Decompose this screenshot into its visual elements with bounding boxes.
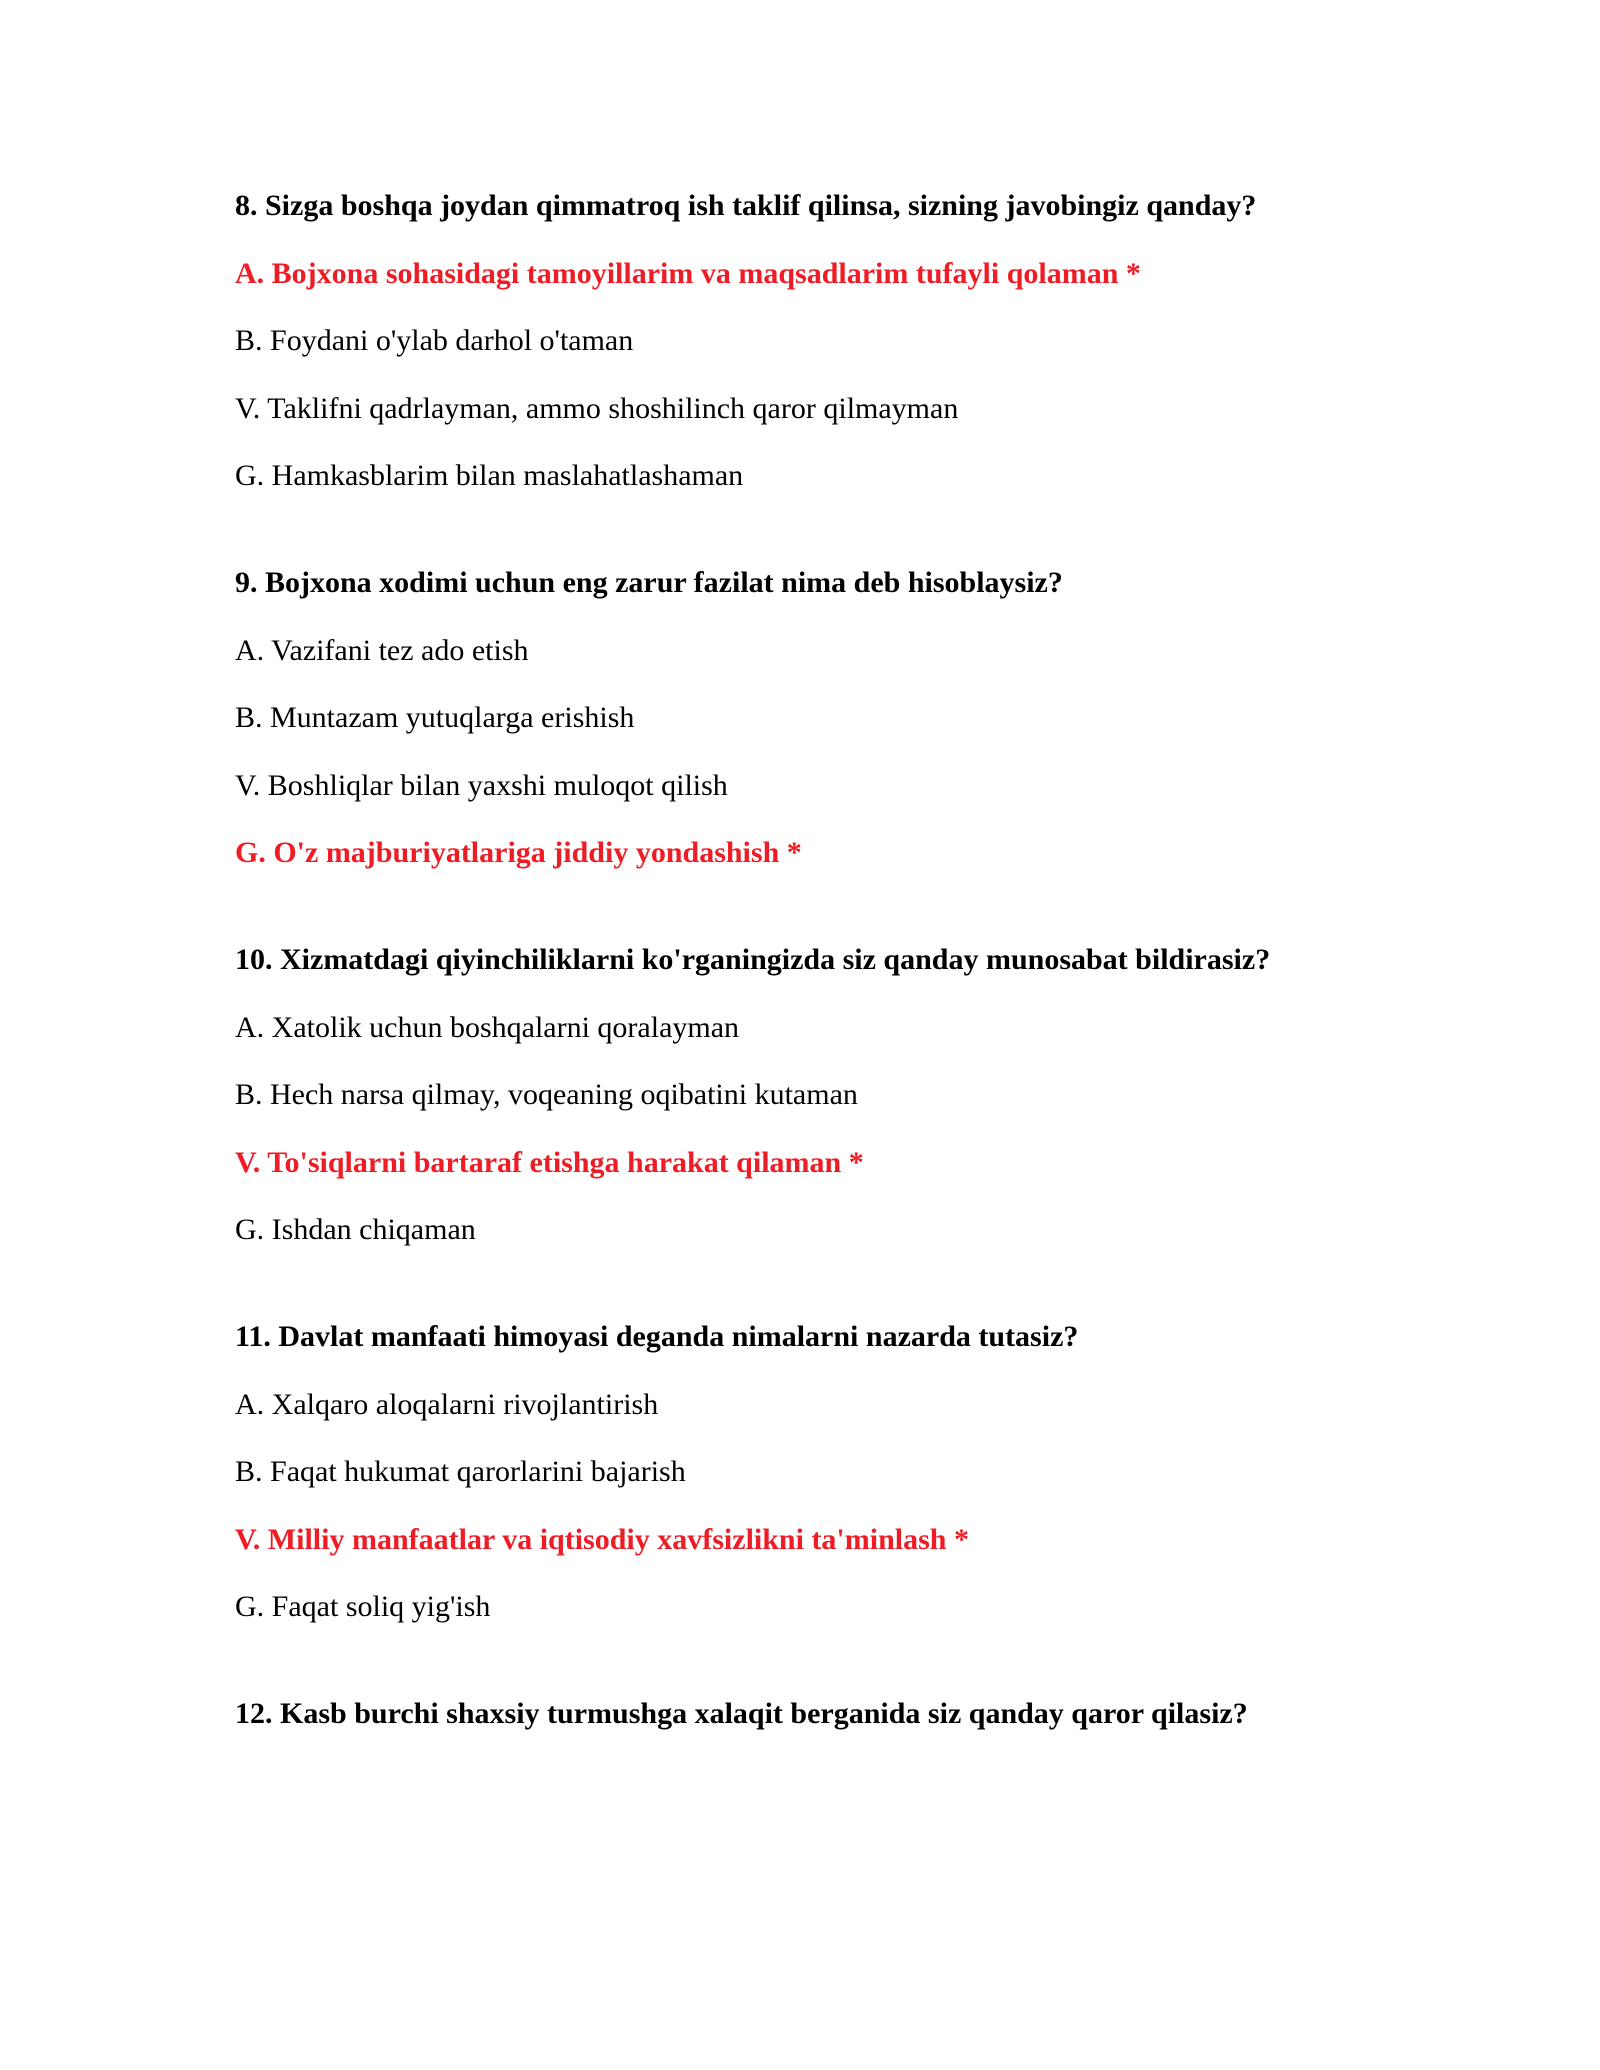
option-label: B. Foydani o'ylab darhol o'taman	[235, 324, 634, 357]
option-label: A. Vazifani tez ado etish	[235, 633, 529, 667]
option-label: B. Muntazam yutuqlarga erishish	[235, 701, 635, 734]
question-text: 9. Bojxona xodimi uchun eng zarur fazilat nima deb hisoblaysiz?	[235, 566, 1063, 599]
quiz-content	[235, 186, 1435, 1762]
option-label: G. Ishdan chiqaman	[235, 1213, 476, 1246]
answer-option	[235, 766, 1435, 806]
option-label: G. Hamkasblarim bilan maslahatlashaman	[235, 459, 744, 492]
question-block	[235, 563, 1435, 873]
answer-option	[235, 1008, 1435, 1048]
answer-option	[235, 1587, 1435, 1627]
question-block	[235, 186, 1435, 496]
option-label: B. Faqat hukumat qarorlarini bajarish	[235, 1455, 686, 1488]
question-block	[235, 1317, 1435, 1627]
correct-answer-marker: *	[1118, 256, 1141, 290]
option-label: V. Taklifni qadrlayman, ammo shoshilinch qaror qilmayman	[235, 391, 959, 425]
option-label: A. Xalqaro aloqalarni rivojlantirish	[235, 1387, 659, 1421]
answer-option	[235, 1075, 1435, 1115]
question-text: 8. Sizga boshqa joydan qimmatroq ish taklif qilinsa, sizning javobingiz qanday?	[235, 189, 1257, 222]
answer-option	[235, 698, 1435, 738]
correct-answer-option	[235, 1520, 1435, 1560]
correct-answer-marker: *	[841, 1145, 864, 1179]
option-label: V. Boshliqlar bilan yaxshi muloqot qilish	[235, 768, 728, 802]
correct-answer-marker: *	[946, 1522, 969, 1556]
option-label: A. Bojxona sohasidagi tamoyillarim va maqsadlarim tufayli qolaman	[235, 256, 1119, 290]
answer-option	[235, 1210, 1435, 1250]
option-label: V. To'siqlarni bartaraf etishga harakat qilaman	[235, 1145, 842, 1179]
question-text: 10. Xizmatdagi qiyinchiliklarni ko'rganingizda siz qanday munosabat bildirasiz?	[235, 943, 1271, 976]
question-block	[235, 940, 1435, 1250]
answer-option	[235, 456, 1435, 496]
option-label: G. Faqat soliq yig'ish	[235, 1590, 491, 1623]
answer-option	[235, 1452, 1435, 1492]
option-label: A. Xatolik uchun boshqalarni qoralayman	[235, 1010, 740, 1044]
answer-option	[235, 1385, 1435, 1425]
correct-answer-option	[235, 254, 1435, 294]
question-text: 11. Davlat manfaati himoyasi deganda nimalarni nazarda tutasiz?	[235, 1320, 1079, 1353]
correct-answer-option	[235, 833, 1435, 873]
answer-option	[235, 321, 1435, 361]
correct-answer-option	[235, 1143, 1435, 1183]
option-label: G. O'z majburiyatlariga jiddiy yondashish	[235, 836, 780, 869]
answer-option	[235, 631, 1435, 671]
option-label: B. Hech narsa qilmay, voqeaning oqibatini kutaman	[235, 1078, 858, 1111]
question-block	[235, 1694, 1435, 1734]
option-label: V. Milliy manfaatlar va iqtisodiy xavfsizlikni ta'minlash	[235, 1522, 947, 1556]
question-text: 12. Kasb burchi shaxsiy turmushga xalaqit berganida siz qanday qaror qilasiz?	[235, 1697, 1248, 1730]
answer-option	[235, 389, 1435, 429]
correct-answer-marker: *	[779, 836, 802, 869]
